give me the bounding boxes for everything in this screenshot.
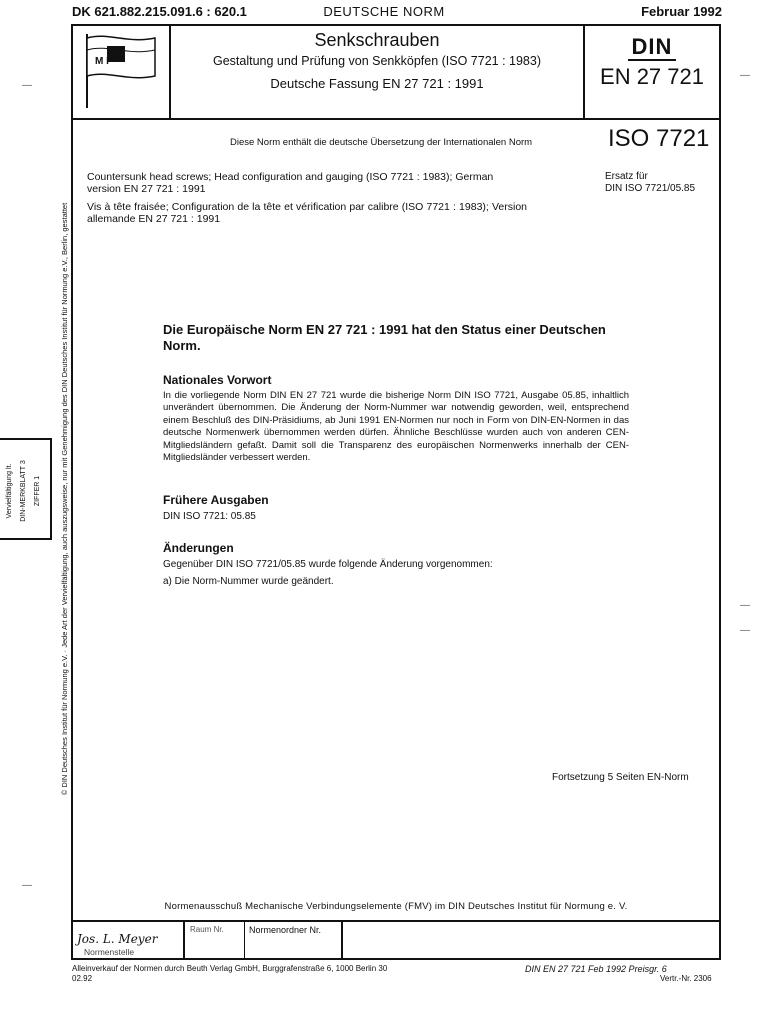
binder-number-label: Normenordner Nr. xyxy=(249,925,322,935)
replaces-label: Ersatz für xyxy=(605,171,648,182)
logo-cell xyxy=(73,26,171,118)
committee-line: Normenausschuß Mechanische Verbindungselemente (FMV) im DIN Deutsches Institut für Normung e. V. xyxy=(164,901,628,912)
classification-number: DK 621.882.215.091.6 : 620.1 xyxy=(72,4,247,19)
aenderungen-intro: Gegenüber DIN ISO 7721/05.85 wurde folgende Änderung vorgenommen: xyxy=(163,559,493,570)
din-number-cell xyxy=(583,26,719,118)
replaces-value: DIN ISO 7721/05.85 xyxy=(605,183,696,194)
stamp-line-3-text: ZIFFER 1 xyxy=(34,475,41,507)
sales-line: Alleinverkauf der Normen durch Beuth Verlag GmbH, Burggrafenstraße 6, 1000 Berlin 30 xyxy=(72,964,388,973)
footer-reference: DIN EN 27 721 Feb 1992 Preisgr. 6 xyxy=(525,964,667,974)
document-type: DEUTSCHE NORM xyxy=(323,4,445,19)
copyright-text: © DIN Deutsches Institut für Normung e.V. · Jede Art der Vervielfältigung, auch auszugsweise, nur mit Genehmigung des DIN Deutsches Institut für Normung e.V., Berlin, gestattet xyxy=(60,202,69,796)
room-number-label: Raum Nr. xyxy=(190,925,224,934)
english-title: Countersunk head screws; Head configuration and gauging (ISO 7721 : 1983); German version EN 27 721 : 1991 xyxy=(87,171,494,195)
document-title: Senkschrauben xyxy=(314,30,440,50)
din-label-text: DIN xyxy=(628,34,677,61)
logo-letters: M P xyxy=(95,56,113,67)
replaces-block xyxy=(605,171,715,195)
stamp-line-2 xyxy=(18,444,30,538)
translation-statement: Diese Norm enthält die deutsche Übersetzung der Internationalen Norm xyxy=(230,137,533,148)
publication-date: Februar 1992 xyxy=(641,4,722,19)
stamp-line-2-text: DIN-MERKBLATT 3 xyxy=(20,460,27,522)
iso-number: ISO 7721 xyxy=(608,125,710,152)
edge-mark: — xyxy=(740,600,750,611)
signature-sub: Normenstelle xyxy=(84,947,135,957)
french-title: Vis à tête fraisée; Configuration de la tête et vérification par calibre (ISO 7721 : 1983); Version allemande EN 27 721 : 1991 xyxy=(87,201,527,225)
frueher-ausgaben-text: DIN ISO 7721: 05.85 xyxy=(163,511,256,522)
aenderungen-item: a) Die Norm-Nummer wurde geändert. xyxy=(163,576,334,587)
stamp-line-3 xyxy=(32,444,44,538)
german-version-title: Deutsche Fassung EN 27 721 : 1991 xyxy=(270,76,484,91)
din-label xyxy=(585,34,719,60)
continuation-note: Fortsetzung 5 Seiten EN-Norm xyxy=(552,772,689,783)
flag-logo-icon xyxy=(73,26,167,114)
vorwort-text: In die vorliegende Norm DIN EN 27 721 wurde die bisherige Norm DIN ISO 7721, Ausgabe 05.85, inhaltlich unverändert übernommen. Die Änderung der Norm-Nummer war notwendig geworden, weil, entsprechend einem Beschluß des DIN-Präsidiums, ab Juni 1991 EN-Normen nur noch in Form von DIN-EN-Normen in das deutsche Normenwerk übernommen werden dürfen. Ähnliche Beschlüsse wurden auch von anderen CEN-Mitgliedsländern gefaßt. Damit soll die Transparenz des europäischen Normenwerks innerhalb der CEN-Mitgliedsländer verbessert werden. xyxy=(163,390,629,464)
reproduction-stamp xyxy=(0,438,52,540)
din-number: EN 27 721 xyxy=(600,64,704,89)
edge-mark: — xyxy=(22,80,32,91)
page-frame xyxy=(71,24,721,960)
document-subtitle: Gestaltung und Prüfung von Senkköpfen (ISO 7721 : 1983) xyxy=(213,54,541,68)
edge-mark: — xyxy=(740,625,750,636)
signature-stamp: Jos. L. Meyer xyxy=(77,932,158,946)
edge-mark: — xyxy=(740,70,750,81)
distribution-number: Vertr.-Nr. 2306 xyxy=(660,974,712,983)
frueher-ausgaben-heading: Frühere Ausgaben xyxy=(163,493,269,507)
stamp-line-1-text: Vervielfältigung lt. xyxy=(6,463,13,519)
copyright-margin xyxy=(58,158,72,840)
status-statement: Die Europäische Norm EN 27 721 : 1991 hat den Status einer Deutschen Norm. xyxy=(163,322,606,353)
edge-mark: — xyxy=(22,880,32,891)
aenderungen-heading: Änderungen xyxy=(163,541,234,555)
date-code: 02.92 xyxy=(72,974,93,983)
vorwort-heading: Nationales Vorwort xyxy=(163,373,272,387)
stamp-line-1 xyxy=(4,444,16,538)
